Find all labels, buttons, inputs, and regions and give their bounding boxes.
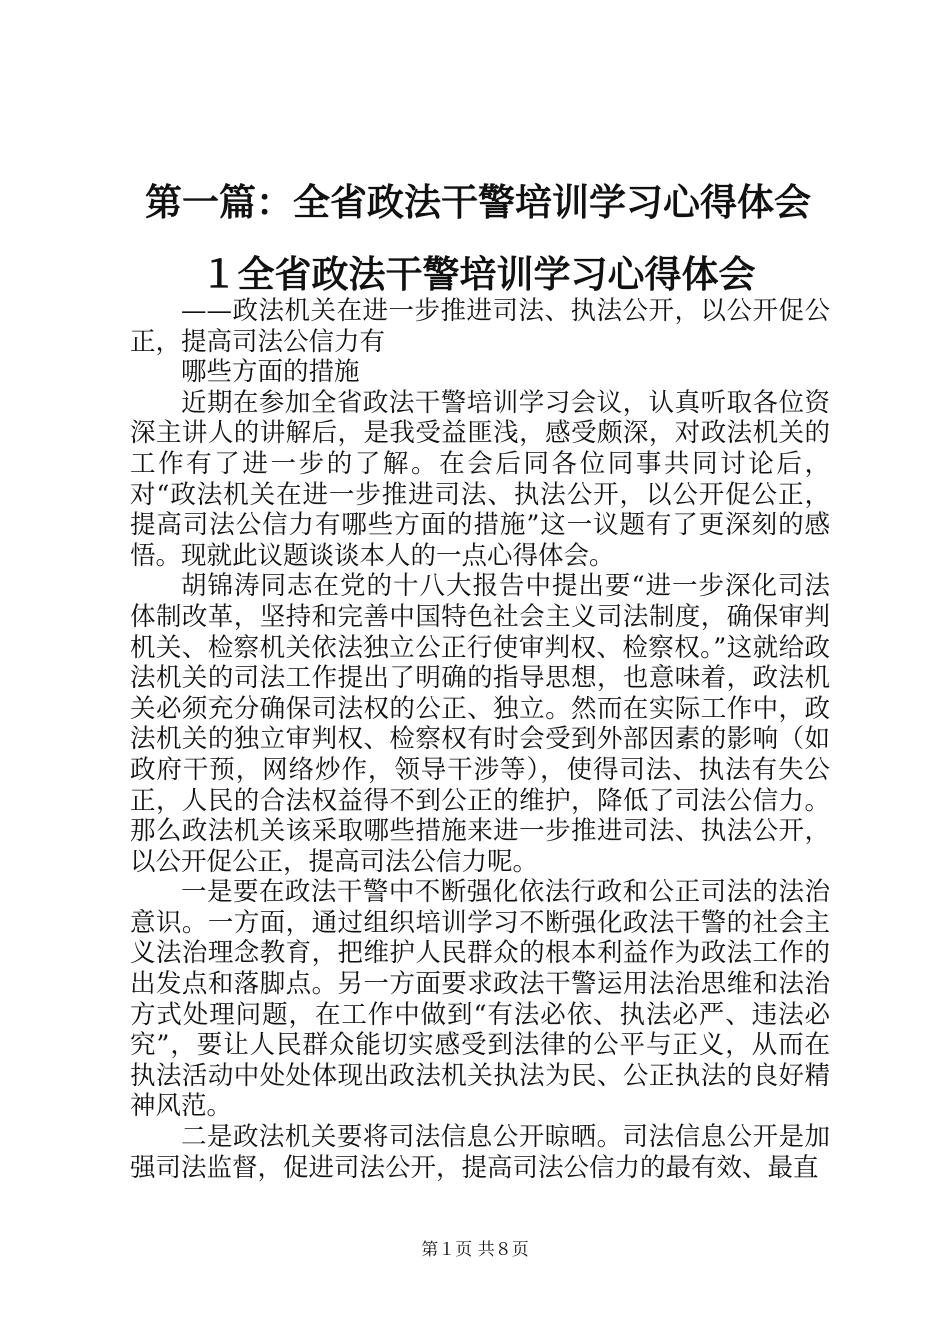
paragraph-intro: 近期在参加全省政法干警培训学习会议，认真听取各位资深主讲人的讲解后，是我受益匪浅，感受颇深，对政法机关的工作有了进一步的了解。在会后同各位同事共同讨论后，对“政法机关在进一步推进司法、执法公开，以公开促公正，提高司法公信力有哪些方面的措施”这一议题有了更深刻的感悟。现就此议题谈谈本人的一点心得体会。 <box>130 387 830 571</box>
page-footer <box>0 1238 950 1262</box>
subtitle-line-1: ——政法机关在进一步推进司法、执法公开，以公开促公正，提高司法公信力有 <box>130 296 830 357</box>
paragraph-background: 胡锦涛同志在党的十八大报告中提出要“进一步深化司法体制改革，坚持和完善中国特色社会主义司法制度，确保审判机关、检察机关依法独立公正行使审判权、检察权。”这就给政法机关的司法工作提出了明确的指导思想，也意味着，政法机关必须充分确保司法权的公正、独立。然而在实际工作中，政法机关的独立审判权、检察权有时会受到外部因素的影响（如政府干预，网络炒作，领导干涉等），使得司法、执法有失公正，人民的合法权益得不到公正的维护，降低了司法公信力。那么政法机关该采取哪些措施来进一步推进司法、执法公开，以公开促公正，提高司法公信力呢。 <box>130 571 830 877</box>
subtitle-line-2: 哪些方面的措施 <box>181 357 360 388</box>
paragraph-point-one: 一是要在政法干警中不断强化依法行政和公正司法的法治意识。一方面，通过组织培训学习不断强化政法干警的社会主义法治理念教育，把维护人民群众的根本利益作为政法工作的出发点和落脚点。另一方面要求政法干警运用法治思维和法治方式处理问题，在工作中做到“有法必依、执法必严、违法必究”，要让人民群众能切实感受到法律的公平与正义，从而在执法活动中处处体现出政法机关执法为民、公正执法的良好精神风范。 <box>130 877 830 1122</box>
document-body <box>130 296 830 1183</box>
paragraph-point-two: 二是政法机关要将司法信息公开晾晒。司法信息公开是加强司法监督，促进司法公开，提高司法公信力的最有效、最直 <box>130 1122 830 1183</box>
page-total: 共８页 <box>477 1240 529 1260</box>
document-title: 第一篇：全省政法干警培训学习心得体会１全省政法干警培训学习心得体会 <box>145 180 811 296</box>
page-number: 第１页 <box>421 1240 473 1260</box>
